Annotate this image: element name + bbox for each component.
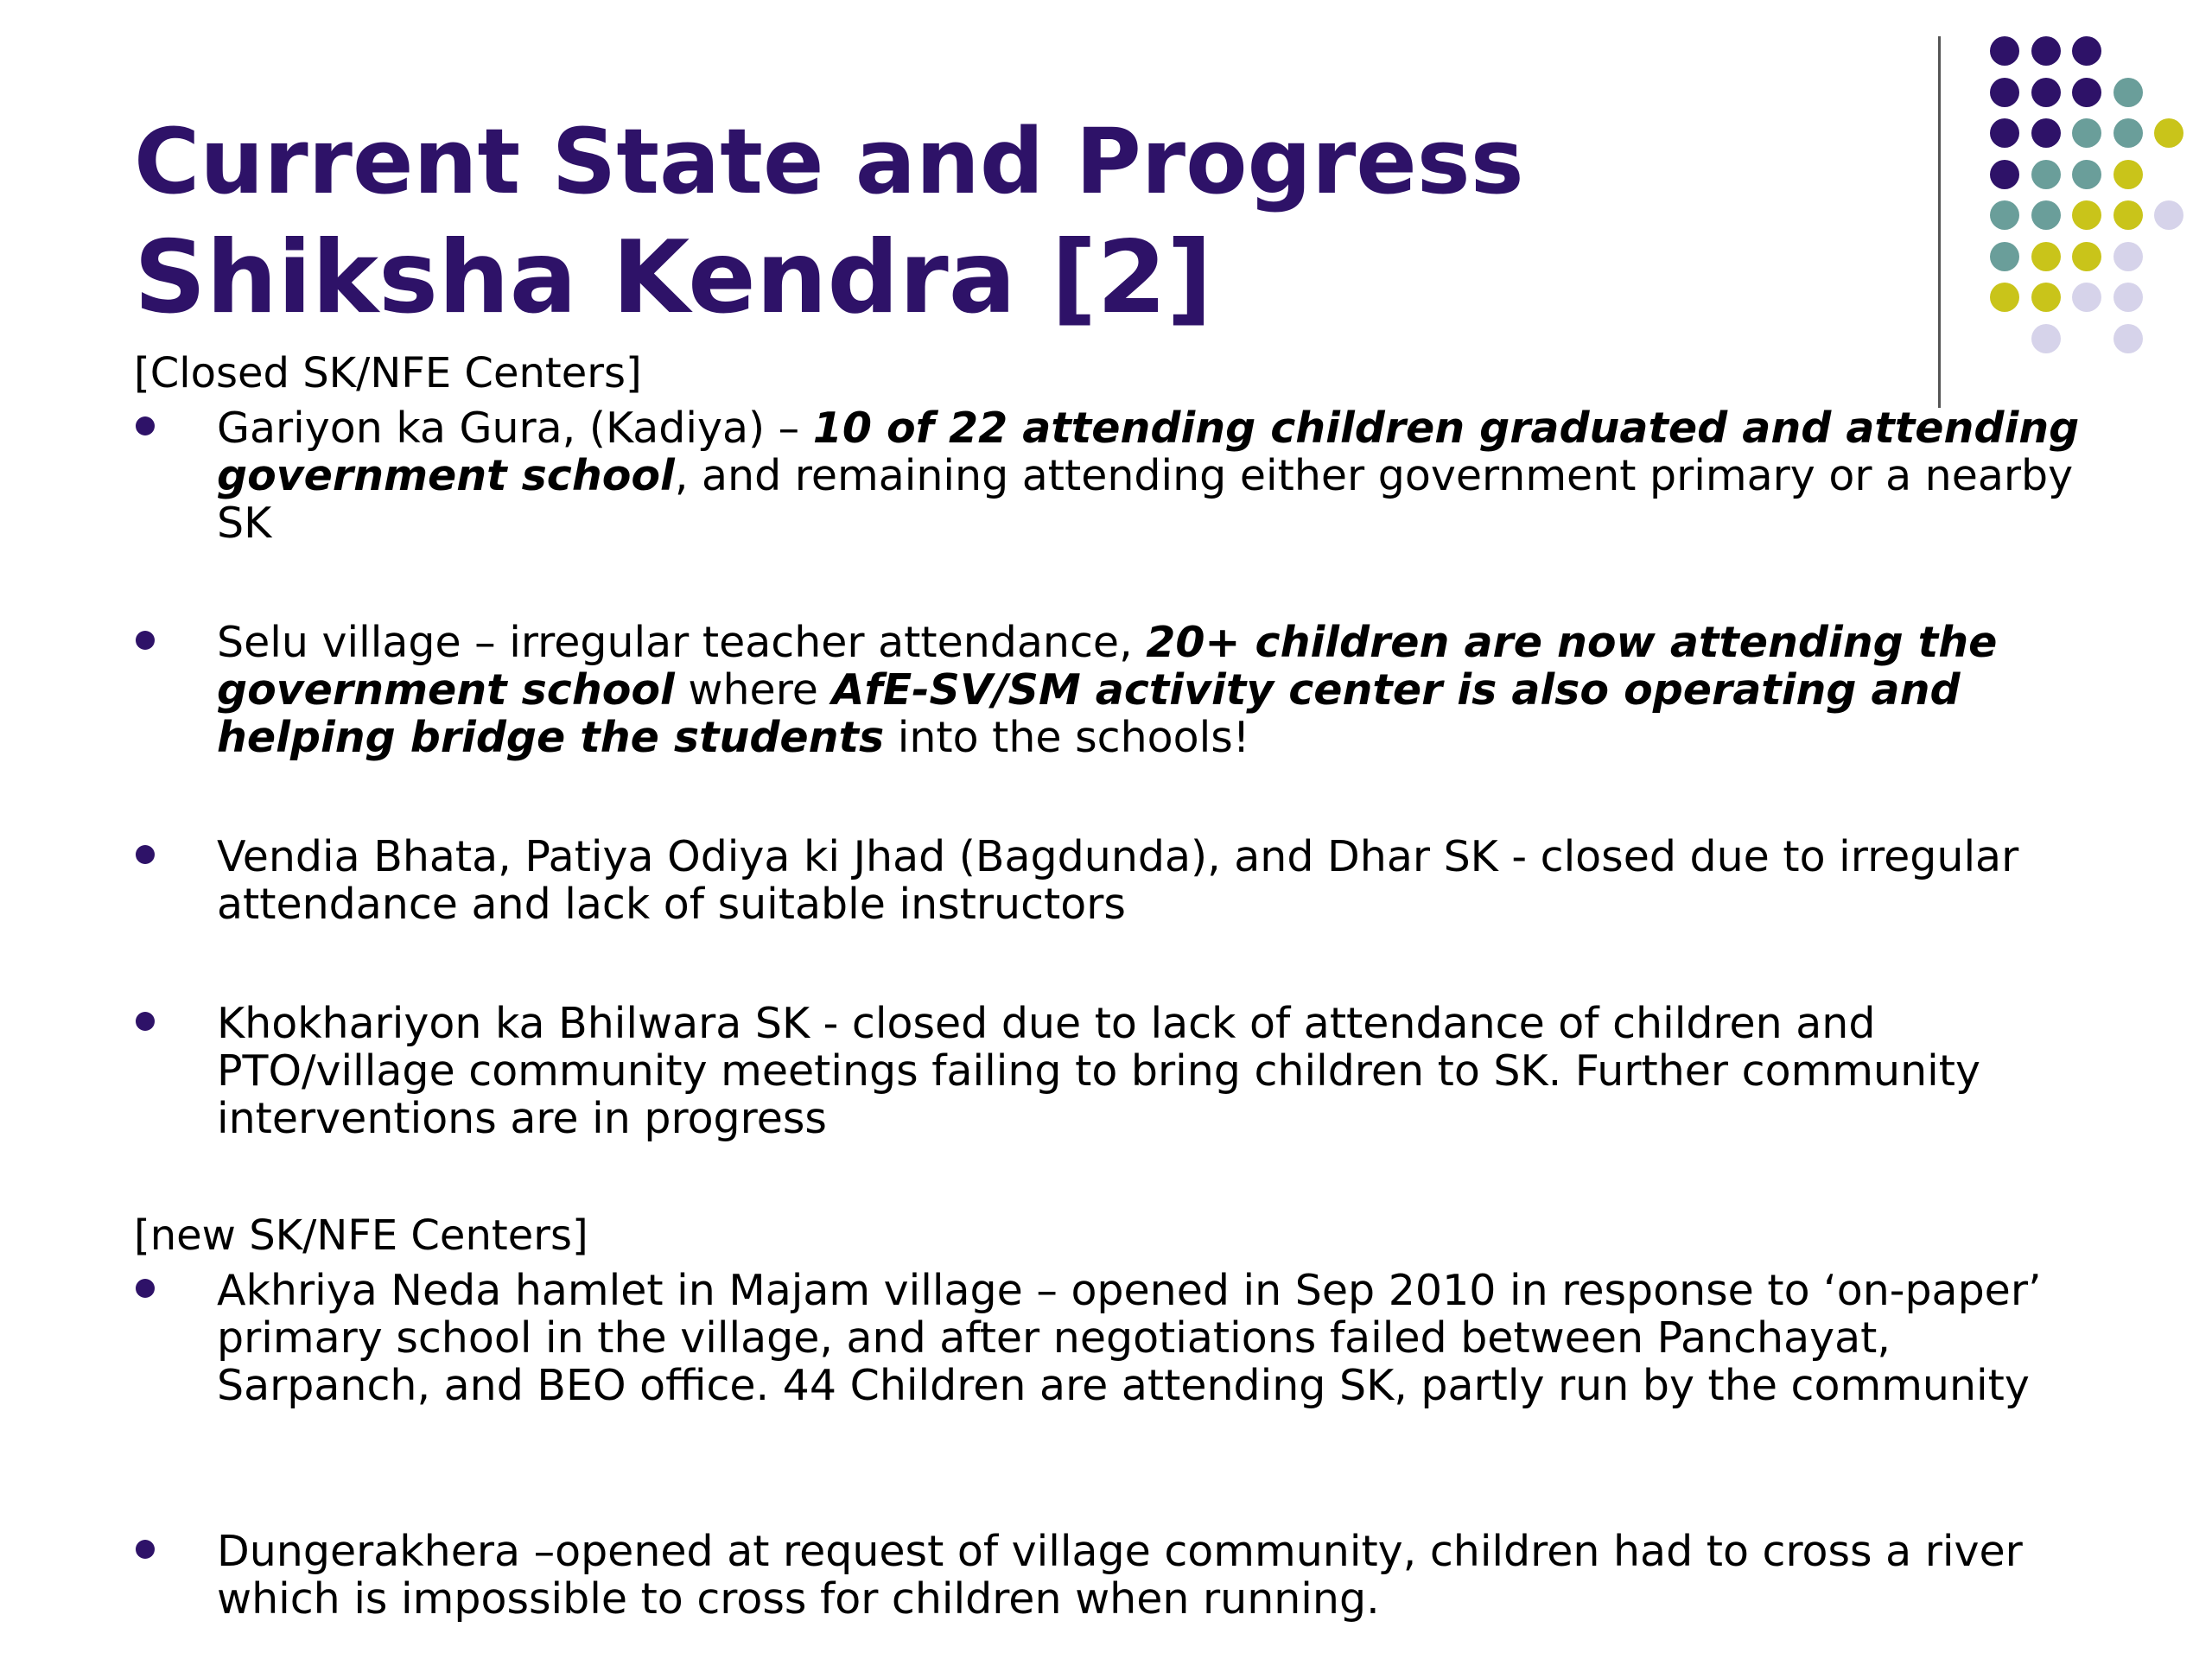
bullet-text <box>217 1000 2104 1142</box>
bullet-text <box>217 619 2104 761</box>
bullet-segment: into the schools! <box>884 713 1250 762</box>
bullet-segment: where <box>674 665 832 715</box>
bullet-text <box>217 404 2104 547</box>
bullet-segment: Akhriya Neda hamlet in Majam village – opened in Sep 2010 in response to ‘on-paper’ primary school in the village, and after negotiations failed between Panchayat, Sarpanch, and BEO office. 44 Children are attending SK, partly run by the community <box>217 1266 2042 1410</box>
bullet-text <box>217 1267 2104 1409</box>
decorative-dot <box>1990 36 2019 66</box>
decorative-dot <box>2072 160 2101 189</box>
bullet-segment: Gariyon ka Gura, (Kadiya) – <box>217 404 813 453</box>
bullet-item <box>134 1528 2104 1623</box>
decorative-dot <box>1990 242 2019 271</box>
decorative-dot <box>2031 242 2061 271</box>
decorative-dot <box>2031 283 2061 312</box>
bullet-item <box>134 404 2104 547</box>
bullet-item <box>134 1267 2104 1409</box>
decorative-dot <box>2113 78 2143 107</box>
decorative-dot <box>2031 200 2061 230</box>
decorative-dot <box>2072 78 2101 107</box>
decorative-dot <box>2113 200 2143 230</box>
bullet-item <box>134 833 2104 928</box>
decorative-dot <box>1990 78 2019 107</box>
section-label-new: [new SK/NFE Centers] <box>134 1211 588 1260</box>
decorative-dot <box>2072 36 2101 66</box>
decorative-dot <box>2113 160 2143 189</box>
bullet-item <box>134 1000 2104 1142</box>
bullet-item <box>134 619 2104 761</box>
vertical-divider <box>1938 36 1941 408</box>
decorative-dot <box>2113 242 2143 271</box>
bullet-segment: Vendia Bhata, Patiya Odiya ki Jhad (Bagdunda), and Dhar SK - closed due to irregular attendance and lack of suitable instructors <box>217 832 2019 929</box>
bullet-icon <box>136 1012 155 1031</box>
decorative-dot <box>2031 324 2061 353</box>
decorative-dot <box>2031 118 2061 148</box>
decorative-dot <box>1990 200 2019 230</box>
decorative-dot <box>2031 78 2061 107</box>
bullet-emphasis: 20+ children are now attending the government school <box>217 618 1998 715</box>
bullet-icon <box>136 1279 155 1298</box>
bullet-icon <box>136 845 155 864</box>
decorative-dot <box>1990 160 2019 189</box>
bullet-text <box>217 833 2104 928</box>
decorative-dot <box>1990 118 2019 148</box>
decorative-dot <box>2113 118 2143 148</box>
slide-subtitle: Shiksha Kendra [2] <box>134 219 1213 336</box>
decorative-dot <box>2154 118 2183 148</box>
bullet-icon <box>136 631 155 650</box>
decorative-dot <box>2072 118 2101 148</box>
decorative-dot <box>2113 324 2143 353</box>
bullet-icon <box>136 1540 155 1559</box>
decorative-dot <box>2031 36 2061 66</box>
bullet-emphasis: 10 of 22 attending children graduated and attending government school <box>217 404 2080 500</box>
decorative-dot <box>2072 242 2101 271</box>
slide-title: Current State and Progress <box>134 109 1524 214</box>
bullet-segment: Khokhariyon ka Bhilwara SK - closed due to lack of attendance of children and PTO/village community meetings failing to bring children to SK. Further community interventions are in progress <box>217 999 1980 1143</box>
decorative-dot <box>2072 200 2101 230</box>
decorative-dot <box>2031 160 2061 189</box>
bullet-segment: Selu village – irregular teacher attendance, <box>217 618 1147 667</box>
bullet-emphasis: AfE-SV/SM activity center is also operating and helping bridge the students <box>217 665 1961 762</box>
bullet-segment: , and remaining attending either government primary or a nearby SK <box>217 451 2074 548</box>
decorative-dot <box>1990 283 2019 312</box>
decorative-dot <box>2154 200 2183 230</box>
decorative-dot <box>2113 283 2143 312</box>
bullet-text <box>217 1528 2104 1623</box>
section-label-closed: [Closed SK/NFE Centers] <box>134 349 642 397</box>
bullet-segment: Dungerakhera –opened at request of village community, children had to cross a river which is impossible to cross for children when running. <box>217 1527 2023 1624</box>
decorative-dot <box>2072 283 2101 312</box>
bullet-icon <box>136 416 155 435</box>
